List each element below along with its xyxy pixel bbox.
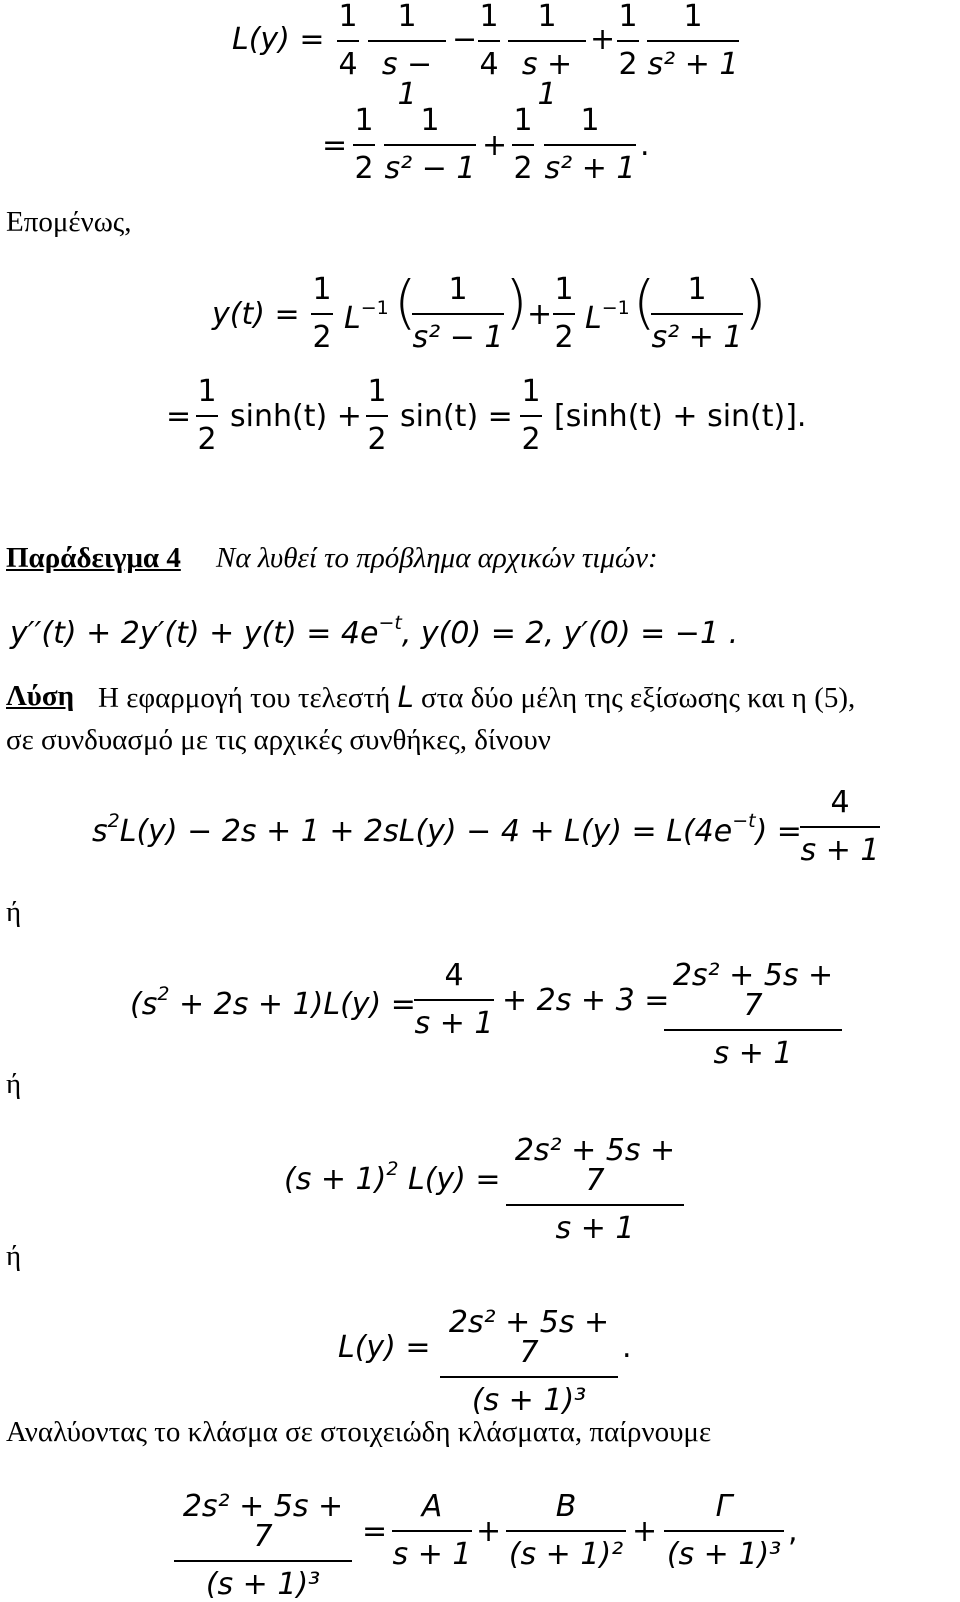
plus-sign: + bbox=[476, 1514, 502, 1549]
left-paren: ( bbox=[633, 268, 656, 336]
sin-term: sin(t) = bbox=[400, 399, 513, 434]
fraction: 1 s² + 1 bbox=[647, 0, 739, 82]
or-text: ή bbox=[6, 1240, 22, 1272]
fraction: 1 2 bbox=[354, 103, 374, 186]
bracket-term: [sinh(t) + sin(t)]. bbox=[554, 399, 807, 434]
period: . bbox=[622, 1330, 632, 1365]
fraction: 1 4 bbox=[338, 0, 358, 82]
comma: , bbox=[788, 1514, 798, 1549]
fraction: 1 s² − 1 bbox=[384, 103, 476, 186]
or-text: ή bbox=[6, 1068, 22, 1100]
fraction: 1 2 bbox=[367, 374, 387, 457]
partial-fraction-text: Αναλύοντας το κλάσμα σε στοιχειώδη κλάσματα, παίρνουμε bbox=[6, 1416, 712, 1448]
paragraph-therefore: Επομένως, bbox=[6, 206, 132, 238]
plus-sign: + bbox=[527, 297, 553, 332]
sinh-term: sinh(t) + bbox=[230, 399, 362, 434]
fraction: 1 2 bbox=[521, 374, 541, 457]
fraction: Γ (s + 1)³ bbox=[664, 1492, 784, 1570]
example-text: Να λυθεί το πρόβλημα αρχικών τιμών: bbox=[216, 542, 658, 574]
equals-sign: = bbox=[362, 1514, 388, 1549]
eq6-mid: + 2s + 3 = bbox=[502, 983, 670, 1018]
or-text: ή bbox=[6, 896, 22, 928]
fraction: 1 4 bbox=[479, 0, 499, 82]
solution-text-line2: σε συνδυασμό με τις αρχικές συνθήκες, δίνουν bbox=[6, 724, 551, 756]
fraction: 1 s − 1 bbox=[368, 2, 446, 110]
minus-sign: − bbox=[452, 22, 478, 57]
fraction: 1 s² + 1 bbox=[544, 103, 636, 186]
solution-text: Η εφαρμογή του τελεστή L στα δύο μέλη της εξίσωσης και η (5), bbox=[98, 680, 856, 714]
eq1-lhs: L(y) = bbox=[232, 22, 325, 57]
solution-label: Λύση bbox=[6, 680, 75, 712]
fraction: 1 s² + 1 bbox=[651, 272, 743, 355]
equals-sign: = bbox=[322, 128, 348, 163]
eq5-lhs: $s^2L(y) - 2s + 1 + 2sL(y) - 4 + L(y) = L(4e^{-t})$ = bbox=[92, 810, 802, 849]
right-paren: ) bbox=[505, 268, 528, 336]
fraction: 2s² + 5s + 7 (s + 1)³ bbox=[440, 1308, 618, 1416]
fraction: A s + 1 bbox=[392, 1489, 472, 1572]
example-label: Παράδειγμα 4 bbox=[6, 542, 181, 574]
eq3-lhs: y(t) = bbox=[212, 297, 300, 332]
plus-sign: + bbox=[590, 22, 616, 57]
plus-sign: + bbox=[632, 1514, 658, 1549]
fraction: 1 2 bbox=[197, 374, 217, 457]
fraction: 4 s + 1 bbox=[414, 958, 494, 1041]
fraction: 1 2 bbox=[312, 272, 332, 355]
inverse-laplace: $L^{-1}$ bbox=[585, 297, 630, 336]
plus-sign: + bbox=[482, 128, 508, 163]
ivp-equation: $y''(t) + 2y'(t) + y(t) = 4e^{-t}$, y(0) = 2, y′(0) = −1 . bbox=[10, 612, 739, 651]
fraction: 1 2 bbox=[618, 0, 638, 82]
fraction: 4 s + 1 bbox=[800, 785, 880, 868]
period: . bbox=[640, 128, 650, 163]
fraction: 2s² + 5s + 7 s + 1 bbox=[664, 961, 842, 1069]
left-paren: ( bbox=[394, 268, 417, 336]
equals-sign: = bbox=[166, 399, 192, 434]
eq8-lhs: L(y) = bbox=[338, 1330, 431, 1365]
fraction: 2s² + 5s + 7 s + 1 bbox=[506, 1136, 684, 1244]
fraction: B (s + 1)² bbox=[506, 1492, 626, 1570]
inverse-laplace: $L^{-1}$ bbox=[344, 297, 389, 336]
fraction: 1 s² − 1 bbox=[412, 272, 504, 355]
fraction: 1 2 bbox=[554, 272, 574, 355]
right-paren: ) bbox=[744, 268, 767, 336]
eq7-lhs: $(s + 1)^2$ L(y) = bbox=[284, 1158, 501, 1197]
eq6-lhs: $(s^2 + 2s + 1)L(y)$ = bbox=[130, 983, 416, 1022]
fraction: 2s² + 5s + 7 (s + 1)³ bbox=[174, 1492, 352, 1600]
fraction: 1 s + 1 bbox=[508, 2, 586, 110]
fraction: 1 2 bbox=[513, 103, 533, 186]
